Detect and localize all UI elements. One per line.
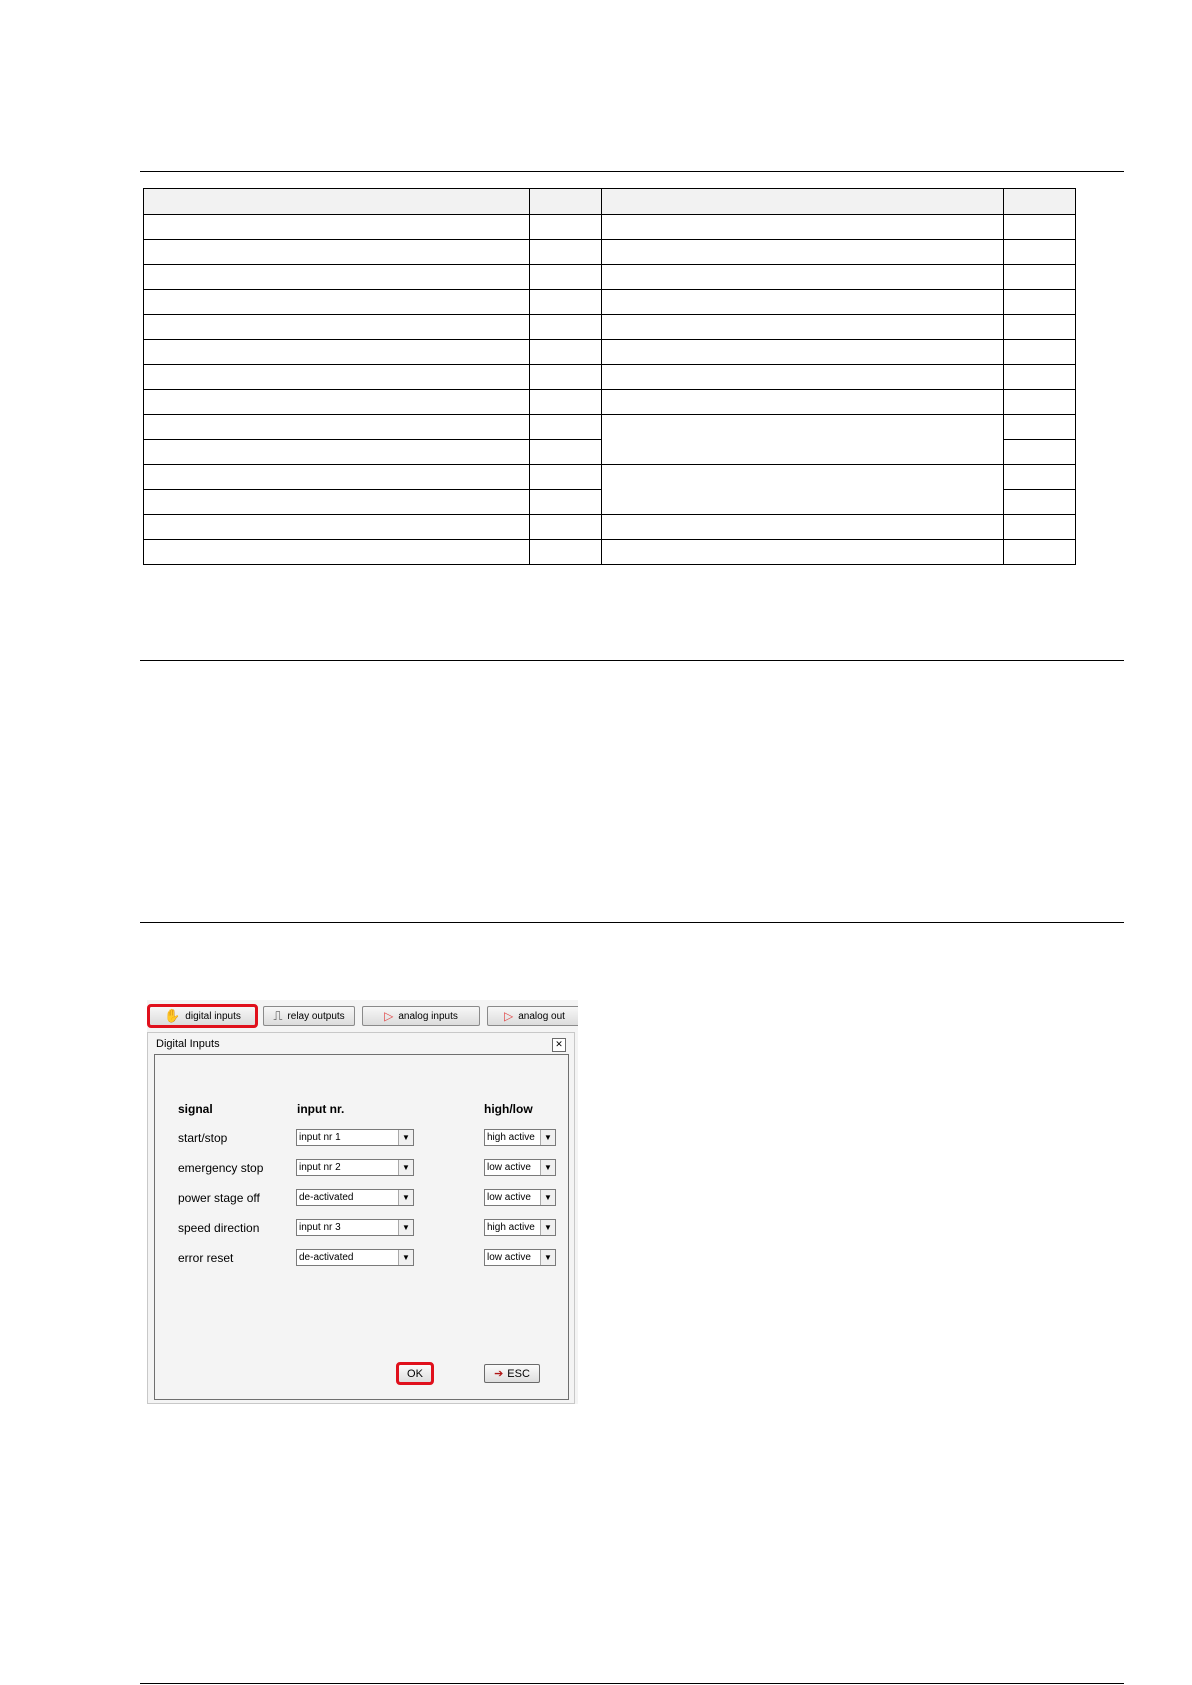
table-cell [144,490,530,515]
table-cell [530,515,602,540]
table-cell [530,215,602,240]
level-select-speed-direction[interactable] [484,1219,556,1236]
table-cell [144,415,530,440]
table-cell [144,540,530,565]
table-cell [144,390,530,415]
table-cell [144,340,530,365]
tab-digital-inputs[interactable] [149,1006,256,1026]
table-cell [602,265,1004,290]
chevron-down-icon: ▼ [540,1190,555,1205]
parameter-table [143,188,1076,565]
input-select-emergency-stop[interactable] [296,1159,414,1176]
table-cell [530,440,602,465]
table-row [144,215,1076,240]
section-divider-2 [140,660,1124,661]
table-cell [1004,440,1076,465]
table-header-cell [530,189,602,215]
table-cell [1004,240,1076,265]
table-cell [1004,265,1076,290]
table-row [144,290,1076,315]
table-cell [144,315,530,340]
table-cell [530,465,602,490]
table-cell [144,290,530,315]
select-value: de-activated [299,1252,354,1263]
select-value: de-activated [299,1192,354,1203]
section-divider-1 [140,171,1124,172]
tab-analog-inputs[interactable] [362,1006,480,1026]
table-cell [530,390,602,415]
input-select-power-stage-off[interactable] [296,1189,414,1206]
tab-label: digital inputs [185,1010,241,1022]
table-cell [530,315,602,340]
table-cell [602,315,1004,340]
relay-icon: ⎍ [273,1008,283,1023]
table-cell [602,240,1004,265]
chevron-down-icon: ▼ [398,1220,413,1235]
close-icon[interactable]: ✕ [552,1038,566,1052]
table-cell [1004,215,1076,240]
input-select-speed-direction[interactable] [296,1219,414,1236]
table-cell [602,290,1004,315]
level-select-error-reset[interactable] [484,1249,556,1266]
table-row [144,390,1076,415]
hand-settings-icon: ✋ [164,1008,181,1023]
select-value: high active [487,1132,535,1143]
table-cell [1004,390,1076,415]
analog-output-icon: ▷ [504,1009,514,1023]
table-row [144,240,1076,265]
table-cell [1004,290,1076,315]
tab-bar [147,1000,578,1030]
table-cell [530,265,602,290]
table-cell [144,465,530,490]
column-header-signal: signal [178,1102,213,1116]
table-cell [1004,365,1076,390]
table-cell [602,215,1004,240]
table-header-cell [144,189,530,215]
table-header-cell [1004,189,1076,215]
chevron-down-icon: ▼ [540,1220,555,1235]
chevron-down-icon: ▼ [398,1130,413,1145]
table-cell [1004,340,1076,365]
digital-inputs-window [147,1032,575,1404]
tab-label: relay outputs [287,1010,345,1022]
select-value: input nr 3 [299,1222,341,1233]
level-select-emergency-stop[interactable] [484,1159,556,1176]
table-cell [530,415,602,440]
table-cell [1004,415,1076,440]
footer-divider [140,1683,1124,1684]
signal-label-power-stage-off: power stage off [178,1191,260,1205]
table-cell [1004,490,1076,515]
chevron-down-icon: ▼ [540,1250,555,1265]
table-cell [530,365,602,390]
table-cell [1004,465,1076,490]
column-header-level: high/low [484,1102,533,1116]
select-value: low active [487,1192,531,1203]
table-cell [602,340,1004,365]
esc-button[interactable] [484,1364,540,1383]
arrow-right-icon: ➔ [494,1368,504,1380]
table-row [144,340,1076,365]
tab-label: analog out [518,1010,565,1022]
select-value: high active [487,1222,535,1233]
table-cell [602,365,1004,390]
digital-inputs-screenshot [147,1000,578,1404]
table-cell [530,540,602,565]
tab-analog-outputs[interactable] [487,1006,578,1026]
signal-label-start-stop: start/stop [178,1131,228,1145]
table-cell [602,540,1004,565]
chevron-down-icon: ▼ [398,1250,413,1265]
esc-button-label: ESC [507,1367,530,1380]
select-value: input nr 1 [299,1132,341,1143]
signal-label-error-reset: error reset [178,1251,234,1265]
tab-relay-outputs[interactable] [263,1006,355,1026]
window-title: Digital Inputs [156,1038,220,1050]
select-value: low active [487,1162,531,1173]
level-select-power-stage-off[interactable] [484,1189,556,1206]
chevron-down-icon: ▼ [540,1130,555,1145]
chevron-down-icon: ▼ [398,1190,413,1205]
chevron-down-icon: ▼ [540,1160,555,1175]
table-row [144,465,1076,490]
section-divider-3 [140,922,1124,923]
tab-label: analog inputs [398,1010,458,1022]
table-cell [530,290,602,315]
select-value: low active [487,1252,531,1263]
table-cell [144,215,530,240]
table-cell [1004,315,1076,340]
input-select-error-reset[interactable] [296,1249,414,1266]
table-cell [602,515,1004,540]
ok-button[interactable] [398,1364,432,1383]
table-header-row [144,189,1076,215]
level-select-start-stop[interactable] [484,1129,556,1146]
select-value: input nr 2 [299,1162,341,1173]
table-row [144,515,1076,540]
signal-label-speed-direction: speed direction [178,1221,260,1235]
table-cell [144,365,530,390]
table-cell [602,390,1004,415]
analog-input-icon: ▷ [384,1009,394,1023]
table-cell [144,240,530,265]
table-cell [530,240,602,265]
table-cell [144,265,530,290]
table-cell-merged [602,465,1004,515]
table-cell-merged [602,415,1004,465]
table-row [144,365,1076,390]
input-select-start-stop[interactable] [296,1129,414,1146]
table-cell [1004,515,1076,540]
table-cell [144,515,530,540]
ok-button-label: OK [407,1367,423,1380]
table-cell [1004,540,1076,565]
table-row [144,540,1076,565]
column-header-input: input nr. [297,1102,345,1116]
table-cell [144,440,530,465]
table-row [144,415,1076,440]
signal-label-emergency-stop: emergency stop [178,1161,264,1175]
table-cell [530,340,602,365]
chevron-down-icon: ▼ [398,1160,413,1175]
table-cell [530,490,602,515]
table-row [144,315,1076,340]
table-row [144,265,1076,290]
digital-inputs-panel [154,1054,569,1400]
table-header-cell [602,189,1004,215]
